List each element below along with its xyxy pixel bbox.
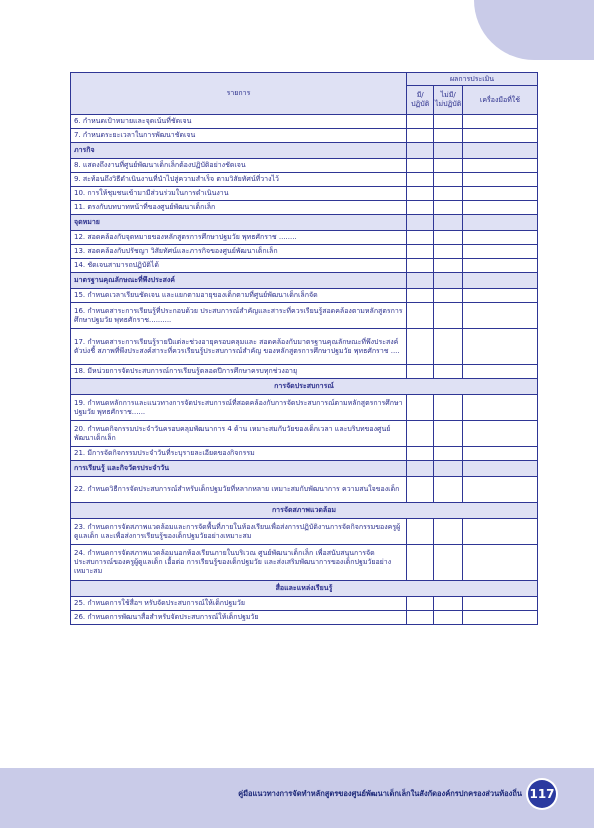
no-cell[interactable] bbox=[434, 519, 463, 545]
yes-cell[interactable] bbox=[406, 447, 433, 461]
no-cell[interactable] bbox=[434, 395, 463, 421]
tool-cell[interactable] bbox=[462, 365, 537, 379]
item-text: 26. กำหนดการพัฒนาสื่อสำหรับจัดประสบการณ์ให้เด็กปฐมวัย bbox=[71, 611, 407, 625]
yes-cell[interactable] bbox=[406, 597, 433, 611]
yes-cell[interactable] bbox=[406, 329, 433, 365]
tool-cell[interactable] bbox=[462, 421, 537, 447]
tool-cell[interactable] bbox=[462, 329, 537, 365]
table-row bbox=[71, 201, 538, 215]
item-text: 16. กำหนดสาระการเรียนรู้ที่ประกอบด้วย ประสบการณ์สำคัญและสาระที่ควรเรียนรู้สอดคล้องตามหลักสูตรการศึกษาปฐมวัย พุทธศักราช.......... bbox=[71, 303, 407, 329]
page-number: 117 bbox=[528, 780, 556, 808]
tool-cell[interactable] bbox=[462, 545, 537, 581]
tool-cell[interactable] bbox=[462, 597, 537, 611]
section-row bbox=[71, 215, 538, 231]
section-heading: ภารกิจ bbox=[71, 143, 407, 159]
table-row bbox=[71, 597, 538, 611]
yes-cell[interactable] bbox=[406, 303, 433, 329]
table-row bbox=[71, 611, 538, 625]
table-row bbox=[71, 395, 538, 421]
table-row bbox=[71, 421, 538, 447]
table-row bbox=[71, 159, 538, 173]
table-row bbox=[71, 245, 538, 259]
item-text: 6. กำหนดเป้าหมายและจุดเน้นที่ชัดเจน bbox=[71, 115, 407, 129]
item-text: 19. กำหนดหลักการและแนวทางการจัดประสบการณ์ที่สอดคล้องกับการจัดประสบการณ์ตามหลักสูตรการศึกษาปฐมวัย พุทธศักราช...... bbox=[71, 395, 407, 421]
item-text: 24. กำหนดการจัดสภาพแวดล้อมนอกห้องเรียนภายในบริเวณ ศูนย์พัฒนาเด็กเล็ก เพื่อสนับสนุนการจัดประสบการณ์ของครูผู้ดูแลเด็ก เอื้อต่อ การเรียนรู้ของเด็กปฐมวัย และส่งเสริมพัฒนาการของเด็กปฐมวัยอย่างเหมาะสม bbox=[71, 545, 407, 581]
section-heading: มาตรฐานคุณลักษณะที่พึงประสงค์ bbox=[71, 273, 407, 289]
table-row bbox=[71, 115, 538, 129]
item-text: 8. แสดงถึงงานที่ศูนย์พัฒนาเด็กเล็กต้องปฏิบัติอย่างชัดเจน bbox=[71, 159, 407, 173]
item-text: 10. การให้ชุมชนเข้ามามีส่วนร่วมในการดำเนินงาน bbox=[71, 187, 407, 201]
item-text: 12. สอดคล้องกับจุดหมายของหลักสูตรการศึกษาปฐมวัย พุทธศักราช ........ bbox=[71, 231, 407, 245]
section-heading: จุดหมาย bbox=[71, 215, 407, 231]
no-cell[interactable] bbox=[434, 259, 463, 273]
section-blank-cell bbox=[434, 461, 463, 477]
no-cell[interactable] bbox=[434, 201, 463, 215]
item-text: 14. ชัดเจนสามารถปฏิบัติได้ bbox=[71, 259, 407, 273]
table-row bbox=[71, 173, 538, 187]
tool-cell[interactable] bbox=[462, 173, 537, 187]
no-cell[interactable] bbox=[434, 421, 463, 447]
tool-cell[interactable] bbox=[462, 519, 537, 545]
yes-cell[interactable] bbox=[406, 611, 433, 625]
item-text: 21. มีการจัดกิจกรรมประจำวันที่ระบุรายละเอียดของกิจกรรม bbox=[71, 447, 407, 461]
evaluation-table bbox=[70, 72, 538, 625]
no-cell[interactable] bbox=[434, 187, 463, 201]
item-text: 7. กำหนดระยะเวลาในการพัฒนาชัดเจน bbox=[71, 129, 407, 143]
no-cell[interactable] bbox=[434, 303, 463, 329]
section-blank-cell bbox=[462, 215, 537, 231]
no-cell[interactable] bbox=[434, 365, 463, 379]
tool-cell[interactable] bbox=[462, 303, 537, 329]
table-row bbox=[71, 545, 538, 581]
header-item: รายการ bbox=[71, 73, 407, 115]
section-row bbox=[71, 581, 538, 597]
item-text: 23. กำหนดการจัดสภาพแวดล้อมและการจัดพื้นที่ภายในห้องเรียนเพื่อส่งการปฏิบัติงานการจัดกิจกรรมของครูผู้ดูแลเด็ก และเพื่อส่งการเรียนรู้ของเด็กปฐมวัยอย่างเหมาะสม bbox=[71, 519, 407, 545]
yes-cell[interactable] bbox=[406, 159, 433, 173]
section-blank-cell bbox=[462, 143, 537, 159]
item-text: 20. กำหนดกิจกรรมประจำวันครอบคลุมพัฒนาการ 4 ด้าน เหมาะสมกับวัยของเด็กเวลา และบริบทของศูนย์พัฒนาเด็กเล็ก bbox=[71, 421, 407, 447]
no-cell[interactable] bbox=[434, 597, 463, 611]
tool-cell[interactable] bbox=[462, 129, 537, 143]
tool-cell[interactable] bbox=[462, 159, 537, 173]
section-blank-cell bbox=[462, 273, 537, 289]
no-cell[interactable] bbox=[434, 289, 463, 303]
section-row bbox=[71, 461, 538, 477]
section-heading: การเรียนรู้ และกิจวัตรประจำวัน bbox=[71, 461, 407, 477]
table-row bbox=[71, 187, 538, 201]
table-row bbox=[71, 303, 538, 329]
item-text: 13. สอดคล้องกับปรัชญา วิสัยทัศน์และภารกิจของศูนย์พัฒนาเด็กเล็ก bbox=[71, 245, 407, 259]
no-cell[interactable] bbox=[434, 173, 463, 187]
section-blank-cell bbox=[406, 215, 433, 231]
tool-cell[interactable] bbox=[462, 201, 537, 215]
section-heading: การจัดสภาพแวดล้อม bbox=[71, 503, 538, 519]
no-cell[interactable] bbox=[434, 245, 463, 259]
yes-cell[interactable] bbox=[406, 129, 433, 143]
no-cell[interactable] bbox=[434, 231, 463, 245]
section-row bbox=[71, 143, 538, 159]
section-blank-cell bbox=[434, 143, 463, 159]
tool-cell[interactable] bbox=[462, 447, 537, 461]
no-cell[interactable] bbox=[434, 329, 463, 365]
yes-cell[interactable] bbox=[406, 365, 433, 379]
item-text: 15. กำหนดเวลาเรียนชัดเจน และแยกตามอายุของเด็กตามที่ศูนย์พัฒนาเด็กเล็กจัด bbox=[71, 289, 407, 303]
table-row bbox=[71, 259, 538, 273]
tool-cell[interactable] bbox=[462, 115, 537, 129]
tool-cell[interactable] bbox=[462, 477, 537, 503]
item-text: 17. กำหนดสาระการเรียนรู้รายปีแต่ละช่วงอายุครอบคลุมและ สอดคล้องกับมาตรฐานคุณลักษณะที่พึงประสงค์ ตัวบ่งชี้ สภาพที่พึงประสงค์สาระที่ควรเรียนรู้ประสบการณ์สำคัญ ของหลักสูตรการศึกษาปฐมวัย พุทธศักราช .... bbox=[71, 329, 407, 365]
table-row bbox=[71, 129, 538, 143]
table-body bbox=[71, 115, 538, 625]
item-text: 9. สะท้อนถึงวิธีดำเนินงานที่นำไปสู่ความสำเร็จ ตามวิสัยทัศน์ที่วางไว้ bbox=[71, 173, 407, 187]
tool-cell[interactable] bbox=[462, 187, 537, 201]
header-yes: มี/ ปฏิบัติ bbox=[406, 86, 433, 115]
header-tool: เครื่องมือที่ใช้ bbox=[462, 86, 537, 115]
no-cell[interactable] bbox=[434, 611, 463, 625]
corner-decoration bbox=[474, 0, 594, 60]
yes-cell[interactable] bbox=[406, 421, 433, 447]
section-row bbox=[71, 503, 538, 519]
table-row bbox=[71, 447, 538, 461]
tool-cell[interactable] bbox=[462, 289, 537, 303]
tool-cell[interactable] bbox=[462, 611, 537, 625]
table-row bbox=[71, 519, 538, 545]
no-cell[interactable] bbox=[434, 477, 463, 503]
no-cell[interactable] bbox=[434, 545, 463, 581]
section-row bbox=[71, 273, 538, 289]
header-result: ผลการประเมิน bbox=[406, 73, 537, 86]
yes-cell[interactable] bbox=[406, 545, 433, 581]
yes-cell[interactable] bbox=[406, 201, 433, 215]
yes-cell[interactable] bbox=[406, 259, 433, 273]
no-cell[interactable] bbox=[434, 447, 463, 461]
yes-cell[interactable] bbox=[406, 173, 433, 187]
yes-cell[interactable] bbox=[406, 519, 433, 545]
header-no: ไม่มี/ ไม่ปฏิบัติ bbox=[434, 86, 463, 115]
no-cell[interactable] bbox=[434, 115, 463, 129]
section-blank-cell bbox=[434, 273, 463, 289]
section-heading: สื่อและแหล่งเรียนรู้ bbox=[71, 581, 538, 597]
item-text: 18. มีหน่วยการจัดประสบการณ์การเรียนรู้ตลอดปีการศึกษาครบทุกช่วงอายุ bbox=[71, 365, 407, 379]
tool-cell[interactable] bbox=[462, 245, 537, 259]
section-blank-cell bbox=[462, 461, 537, 477]
table-row bbox=[71, 231, 538, 245]
table-row bbox=[71, 477, 538, 503]
yes-cell[interactable] bbox=[406, 395, 433, 421]
item-text: 25. กำหนดการใช้สื่อฯ หรับจัดประสบการณ์ให้เด็กปฐมวัย bbox=[71, 597, 407, 611]
tool-cell[interactable] bbox=[462, 395, 537, 421]
section-heading: การจัดประสบการณ์ bbox=[71, 379, 538, 395]
no-cell[interactable] bbox=[434, 159, 463, 173]
section-blank-cell bbox=[406, 143, 433, 159]
yes-cell[interactable] bbox=[406, 245, 433, 259]
yes-cell[interactable] bbox=[406, 289, 433, 303]
yes-cell[interactable] bbox=[406, 187, 433, 201]
item-text: 11. ตรงกับบทบาทหน้าที่ของศูนย์พัฒนาเด็กเล็ก bbox=[71, 201, 407, 215]
yes-cell[interactable] bbox=[406, 477, 433, 503]
section-row bbox=[71, 379, 538, 395]
item-text: 22. กำหนดวิธีการจัดประสบการณ์สำหรับเด็กปฐมวัยที่หลากหลาย เหมาะสมกับพัฒนาการ ความสนใจของเด็ก bbox=[71, 477, 407, 503]
yes-cell[interactable] bbox=[406, 231, 433, 245]
footer-title: คู่มือแนวทางการจัดทำหลักสูตรของศูนย์พัฒนาเด็กเล็กในสังกัดองค์กรปกครองส่วนท้องถิ่น bbox=[238, 789, 522, 798]
table-row bbox=[71, 329, 538, 365]
section-blank-cell bbox=[406, 273, 433, 289]
tool-cell[interactable] bbox=[462, 231, 537, 245]
section-blank-cell bbox=[406, 461, 433, 477]
table-row bbox=[71, 289, 538, 303]
section-blank-cell bbox=[434, 215, 463, 231]
no-cell[interactable] bbox=[434, 129, 463, 143]
tool-cell[interactable] bbox=[462, 259, 537, 273]
table-row bbox=[71, 365, 538, 379]
yes-cell[interactable] bbox=[406, 115, 433, 129]
